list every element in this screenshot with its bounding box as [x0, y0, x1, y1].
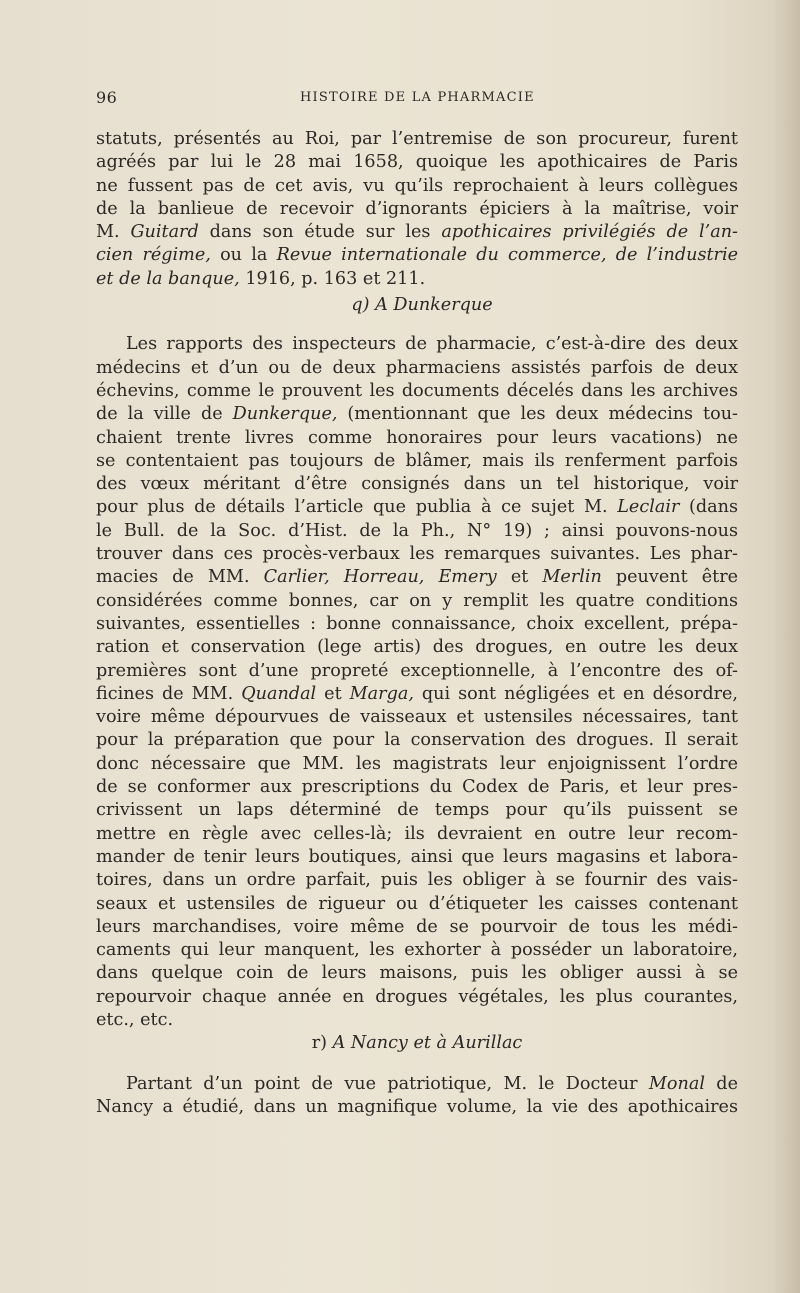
text-line: statuts, présentés au Roi, par l’entremise de son procureur, furent: [96, 129, 738, 149]
text-line: [96, 1073, 738, 1096]
section-title: A Dunkerque: [375, 295, 493, 316]
text-line: des vœux méritant d’être consignés dans un tel historique, voir: [96, 474, 738, 495]
text-line: pour la préparation que pour la conservation des drogues. Il serait: [96, 730, 738, 751]
pharmacist-names: Carlier, Horreau, Emery: [263, 567, 497, 588]
text-run: (mentionnant que les deux médecins tou-: [337, 404, 738, 425]
text-line: agréés par lui le 28 mai 1658, quoique les apothicaires de Paris: [96, 152, 738, 173]
text-run: macies de MM.: [96, 567, 264, 588]
journal-title: Revue internationale du commerce, de l’industrie: [276, 245, 738, 266]
section-title: A Nancy et à Aurillac: [332, 1033, 523, 1054]
place-name: Dunkerque,: [232, 404, 338, 425]
text-line: se contentaient pas toujours de blâmer, mais ils renferment parfois: [96, 450, 738, 471]
text-line: caments qui leur manquent, les exhorter à posséder un laboratoire,: [96, 940, 738, 961]
text-run: ficines de MM.: [96, 683, 242, 704]
text-line: ration et conservation (lege artis) des drogues, en outre les deux: [96, 637, 738, 658]
text-line: considérées comme bonnes, car on y remplit les quatre conditions: [96, 590, 738, 611]
section-heading-dunkerque: [96, 294, 738, 317]
text-line: [96, 566, 738, 589]
text-line: dans quelque coin de leurs maisons, puis les obliger aussi à se: [96, 963, 738, 984]
text-run: de: [704, 1073, 738, 1094]
text-run: de la ville de: [96, 404, 233, 425]
text-run: peuvent être: [601, 567, 739, 588]
text-line: suivantes, essentielles : bonne connaissance, choix excellent, prépa-: [96, 613, 738, 634]
text-line: [96, 244, 738, 267]
text-line: mander de tenir leurs boutiques, ainsi que leurs magasins et labora-: [96, 846, 738, 867]
text-line: trouver dans ces procès-verbaux les remarques suivantes. Les phar-: [96, 544, 738, 565]
author-name: Leclair: [617, 497, 680, 518]
text-run: M.: [96, 222, 131, 243]
text-run: ou la: [210, 245, 277, 266]
text-line: mettre en règle avec celles-là; ils devraient en outre leur recom-: [96, 823, 738, 844]
text-line: seaux et ustensiles de rigueur ou d’étiqueter les caisses contenant: [96, 893, 738, 914]
text-line: [96, 268, 738, 291]
work-title: cien régime,: [96, 245, 211, 266]
text-run: (dans: [679, 497, 738, 518]
paragraph-statuts: [96, 128, 738, 291]
journal-title: et de la banque,: [96, 268, 240, 289]
text-run: et: [496, 567, 543, 588]
text-run: et: [316, 683, 350, 704]
section-letter: q): [351, 295, 370, 316]
text-line: premières sont d’une propreté exceptionnelle, à l’encontre des of-: [96, 660, 738, 681]
pharmacist-name: Merlin: [542, 567, 602, 588]
section-letter: r): [311, 1033, 327, 1054]
text-line: donc nécessaire que MM. les magistrats leur enjoignissent l’ordre: [96, 753, 738, 774]
text-body: [96, 128, 738, 1119]
text-line: [96, 221, 738, 244]
paragraph-nancy: [96, 1073, 738, 1120]
section-heading-nancy-aurillac: [96, 1032, 738, 1055]
text-line: échevins, comme le prouvent les documents décelés dans les archives: [96, 380, 738, 401]
text-line: de se conformer aux prescriptions du Codex de Paris, et leur pres-: [96, 777, 738, 798]
text-line: [96, 683, 738, 706]
author-name: Monal: [648, 1073, 705, 1094]
text-line: [96, 496, 738, 519]
text-line: de la banlieue de recevoir d’ignorants épiciers à la maîtrise, voir: [96, 198, 738, 219]
paragraph-dunkerque: [96, 333, 738, 1032]
text-run: pour plus de détails l’article que publia à ce sujet M.: [96, 497, 618, 518]
text-line: crivissent un laps déterminé de temps pour qu’ils puissent se: [96, 800, 738, 821]
text-line: [96, 403, 738, 426]
text-run: dans son étude sur les: [198, 222, 442, 243]
text-line: repourvoir chaque année en drogues végétales, les plus courantes,: [96, 986, 738, 1007]
text-run: qui sont négligées et en désordre,: [413, 683, 739, 704]
pharmacist-name: Quandal: [241, 683, 317, 704]
pharmacist-name: Marga,: [349, 683, 414, 704]
text-line: le Bull. de la Soc. d’Hist. de la Ph., N° 19) ; ainsi pouvons-nous: [96, 520, 738, 541]
running-title: HISTOIRE DE LA PHARMACIE: [300, 90, 535, 105]
page-number: 96: [96, 88, 118, 107]
text-line: chaient trente livres comme honoraires pour leurs vacations) ne: [96, 427, 738, 448]
text-line: ne fussent pas de cet avis, vu qu’ils reprochaient à leurs collègues: [96, 175, 738, 196]
text-line: leurs marchandises, voire même de se pourvoir de tous les médi-: [96, 916, 738, 937]
page-edge-shadow: [772, 0, 800, 1293]
page-header: [96, 88, 738, 114]
text-run: Partant d’un point de vue patriotique, M. le Docteur: [126, 1073, 649, 1094]
text-run: 1916, p. 163 et 211.: [239, 268, 426, 289]
text-line: toires, dans un ordre parfait, puis les obliger à se fournir des vais-: [96, 870, 738, 891]
text-line: Les rapports des inspecteurs de pharmacie, c’est-à-dire des deux: [126, 334, 738, 355]
author-name: Guitard: [130, 222, 199, 243]
text-line: voire même dépourvues de vaisseaux et ustensiles nécessaires, tant: [96, 707, 738, 728]
text-line: etc., etc.: [96, 1009, 174, 1030]
text-line: médecins et d’un ou de deux pharmaciens assistés parfois de deux: [96, 357, 738, 378]
text-line: Nancy a étudié, dans un magnifique volume, la vie des apothicaires: [96, 1096, 738, 1117]
work-title: apothicaires privilégiés de l’an-: [441, 222, 738, 243]
